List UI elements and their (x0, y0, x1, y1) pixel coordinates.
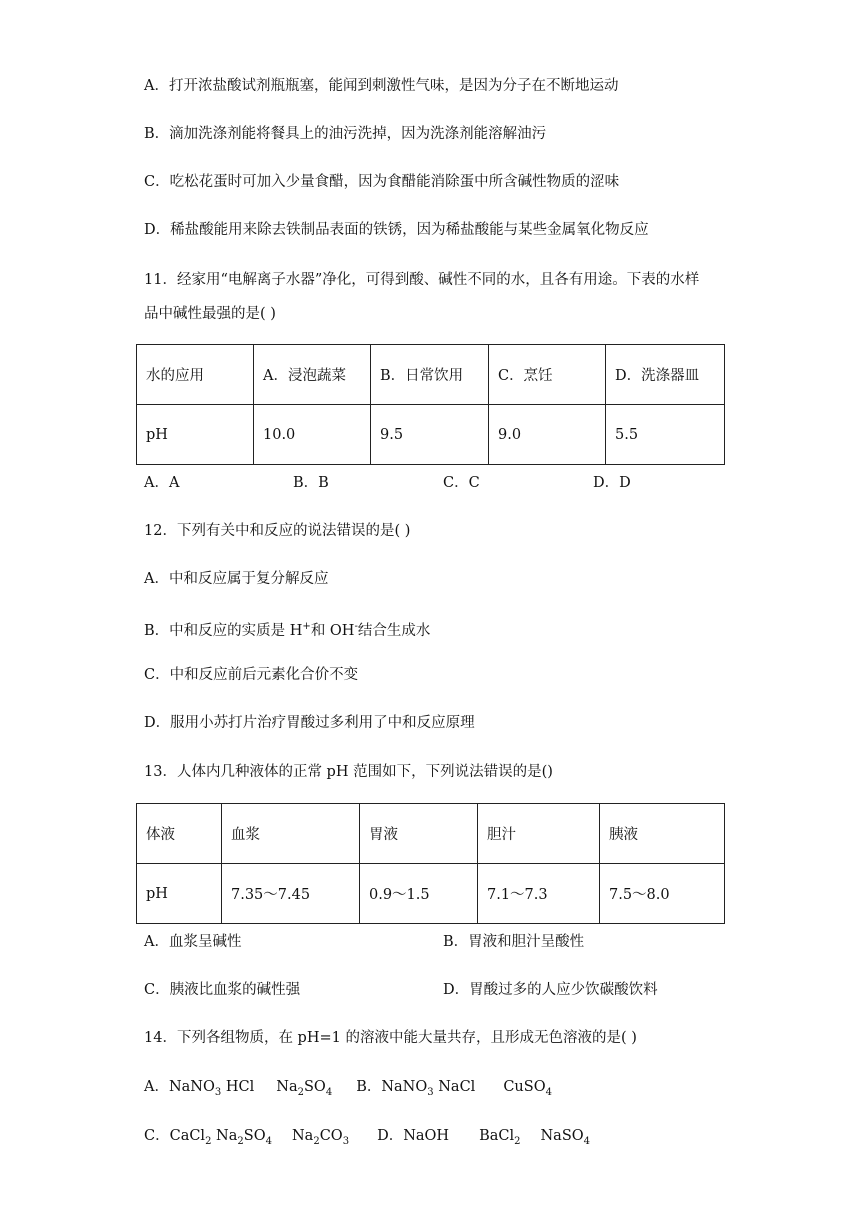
q14-option-d (377, 1128, 591, 1147)
formula-text: B．NaNO (356, 1079, 428, 1095)
q11-cell: C．烹饪 (489, 345, 606, 405)
q10-option-a: A．打开浓盐酸试剂瓶瓶塞，能闻到刺激性气味，是因为分子在不断地运动 (144, 78, 619, 94)
q12-option-b-text: B．中和反应的实质是 H (144, 622, 303, 639)
q14-options-row2 (144, 1126, 590, 1152)
subscript: 2 (514, 1135, 521, 1147)
q14-option-b (356, 1079, 552, 1098)
q13-cell: 7.35～7.45 (222, 864, 360, 924)
q11-cell: D．洗涤器皿 (606, 345, 725, 405)
q13-table-row (137, 804, 725, 864)
subscript: 4 (545, 1086, 552, 1098)
formula-text: NaCl (433, 1079, 476, 1095)
q12-option-b (144, 617, 430, 641)
formula-text: C．CaCl (144, 1128, 206, 1144)
q12-option-a: A．中和反应属于复分解反应 (144, 571, 329, 587)
formula-text: BaCl (479, 1128, 515, 1144)
q13-stem: 13．人体内几种液体的正常 pH 范围如下，下列说法错误的是() (144, 764, 553, 780)
q11-cell: 5.5 (606, 405, 725, 465)
formula-text: Na (211, 1128, 238, 1144)
q11-cell: 10.0 (254, 405, 371, 465)
formula-text: D．NaOH (377, 1128, 450, 1144)
formula-text: HCl (221, 1079, 255, 1095)
subscript: 2 (205, 1135, 212, 1147)
q11-table-row (137, 345, 725, 405)
q13-cell: 体液 (137, 804, 222, 864)
q14-options-row1 (144, 1077, 552, 1103)
formula-text: A．NaNO (144, 1079, 215, 1095)
q12-option-b-text: 和 OH (310, 622, 355, 639)
subscript: 3 (342, 1135, 350, 1147)
q13-option-b: B．胃液和胆汁呈酸性 (443, 934, 585, 950)
formula-text: Na (276, 1079, 298, 1095)
q13-cell: 血浆 (222, 804, 360, 864)
subscript: 4 (583, 1135, 591, 1147)
q11-cell: pH (137, 405, 254, 465)
subscript: 3 (427, 1086, 434, 1098)
subscript: 2 (297, 1086, 304, 1098)
subscript: 4 (325, 1086, 333, 1098)
q13-cell: pH (137, 864, 222, 924)
q10-option-b: B．滴加洗涤剂能将餐具上的油污洗掉，因为洗涤剂能溶解油污 (144, 126, 547, 142)
subscript: 3 (214, 1086, 222, 1098)
q13-cell: 胰液 (600, 804, 725, 864)
formula-text: Na (291, 1128, 314, 1144)
q13-table-row (137, 864, 725, 924)
q13-option-a: A．血浆呈碱性 (144, 934, 242, 950)
q11-option-c: C．C (443, 475, 480, 491)
q11-table-row (137, 405, 725, 465)
q11-stem-line2: 品中碱性最强的是( ) (144, 306, 276, 322)
q13-table (136, 803, 725, 924)
q13-cell: 胆汁 (478, 804, 600, 864)
formula-text: SO (243, 1128, 266, 1144)
q12-option-b-sup: - (354, 621, 358, 632)
subscript: 2 (237, 1135, 244, 1147)
q11-cell: 9.5 (371, 405, 489, 465)
q13-cell: 7.1～7.3 (478, 864, 600, 924)
q14-stem: 14．下列各组物质，在 pH=1 的溶液中能大量共存，且形成无色溶液的是( ) (144, 1030, 637, 1046)
formula-text: CO (319, 1128, 343, 1144)
q11-cell: 水的应用 (137, 345, 254, 405)
q12-option-d: D．服用小苏打片治疗胃酸过多利用了中和反应原理 (144, 715, 475, 731)
formula-text: CuSO (503, 1079, 546, 1095)
q14-option-c (144, 1128, 350, 1147)
q13-cell: 胃液 (360, 804, 478, 864)
q13-option-c: C．胰液比血浆的碱性强 (144, 982, 301, 998)
q11-table (136, 344, 725, 465)
q14-option-a (144, 1079, 333, 1098)
q10-option-c: C．吃松花蛋时可加入少量食醋，因为食醋能消除蛋中所含碱性物质的涩味 (144, 174, 620, 190)
formula-text: NaSO (540, 1128, 584, 1144)
q13-cell: 0.9～1.5 (360, 864, 478, 924)
formula-text: SO (303, 1079, 326, 1095)
q11-cell: B．日常饮用 (371, 345, 489, 405)
subscript: 4 (265, 1135, 272, 1147)
subscript: 2 (313, 1135, 320, 1147)
q13-cell: 7.5～8.0 (600, 864, 725, 924)
q11-option-d: D．D (593, 475, 631, 491)
q13-option-d: D．胃酸过多的人应少饮碳酸饮料 (443, 982, 658, 998)
q11-cell: A．浸泡蔬菜 (254, 345, 371, 405)
q11-stem-line1: 11．经家用“电解离子水器”净化，可得到酸、碱性不同的水，且各有用途。下表的水样 (144, 272, 700, 288)
q11-option-a: A．A (144, 475, 180, 491)
q11-cell: 9.0 (489, 405, 606, 465)
q11-option-b: B．B (293, 475, 329, 491)
q10-option-d: D．稀盐酸能用来除去铁制品表面的铁锈，因为稀盐酸能与某些金属氧化物反应 (144, 222, 649, 238)
q12-option-b-text: 结合生成水 (357, 622, 431, 639)
q12-option-c: C．中和反应前后元素化合价不变 (144, 667, 359, 683)
q12-option-b-sup: + (302, 621, 311, 632)
q12-stem: 12．下列有关中和反应的说法错误的是( ) (144, 523, 411, 539)
